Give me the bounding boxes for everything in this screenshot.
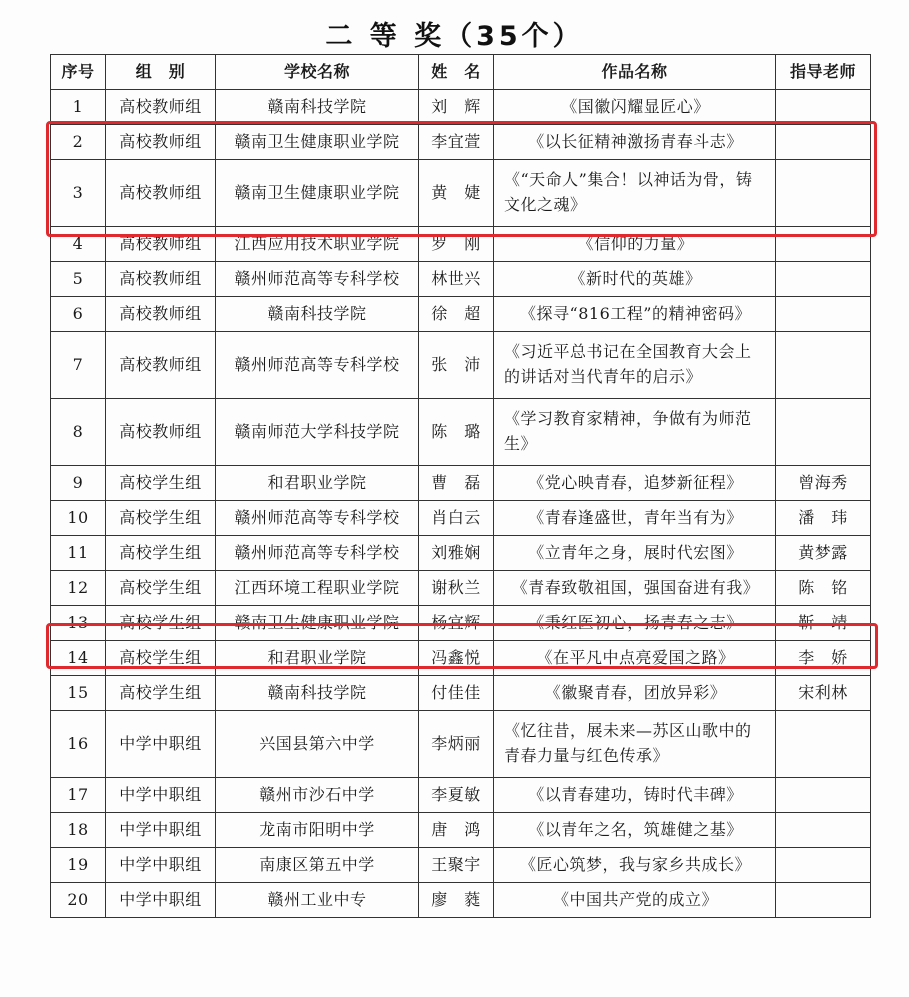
cell-number: 4 <box>51 227 106 262</box>
table-row <box>51 711 871 778</box>
cell-name: 肖白云 <box>419 501 494 536</box>
cell-number: 3 <box>51 160 106 227</box>
cell-school: 赣南科技学院 <box>216 90 419 125</box>
header-number: 序号 <box>51 55 106 90</box>
cell-group: 高校学生组 <box>106 536 216 571</box>
cell-teacher: 黄梦露 <box>776 536 871 571</box>
cell-teacher <box>776 848 871 883</box>
cell-school: 赣南卫生健康职业学院 <box>216 606 419 641</box>
cell-school: 江西环境工程职业学院 <box>216 571 419 606</box>
cell-teacher <box>776 125 871 160</box>
cell-number: 15 <box>51 676 106 711</box>
cell-group: 高校教师组 <box>106 262 216 297</box>
cell-group: 中学中职组 <box>106 813 216 848</box>
cell-name: 冯鑫悦 <box>419 641 494 676</box>
cell-school: 赣南师范大学科技学院 <box>216 399 419 466</box>
cell-work: 《徽聚青春，团放异彩》 <box>494 676 776 711</box>
cell-school: 赣州工业中专 <box>216 883 419 918</box>
cell-name: 付佳佳 <box>419 676 494 711</box>
cell-group: 高校教师组 <box>106 227 216 262</box>
cell-school: 南康区第五中学 <box>216 848 419 883</box>
table-row <box>51 641 871 676</box>
cell-name: 唐 鸿 <box>419 813 494 848</box>
cell-work: 《信仰的力量》 <box>494 227 776 262</box>
cell-school: 赣州师范高等专科学校 <box>216 332 419 399</box>
cell-teacher <box>776 262 871 297</box>
cell-number: 2 <box>51 125 106 160</box>
cell-school: 赣南科技学院 <box>216 676 419 711</box>
cell-teacher <box>776 778 871 813</box>
cell-teacher <box>776 883 871 918</box>
cell-group: 中学中职组 <box>106 778 216 813</box>
cell-work: 《党心映青春，追梦新征程》 <box>494 466 776 501</box>
cell-name: 刘 辉 <box>419 90 494 125</box>
cell-number: 13 <box>51 606 106 641</box>
cell-work: 《青春致敬祖国，强国奋进有我》 <box>494 571 776 606</box>
cell-school: 赣州市沙石中学 <box>216 778 419 813</box>
cell-number: 16 <box>51 711 106 778</box>
cell-name: 廖 蕤 <box>419 883 494 918</box>
table-row <box>51 606 871 641</box>
cell-work: 《以青春建功，铸时代丰碑》 <box>494 778 776 813</box>
cell-name: 陈 璐 <box>419 399 494 466</box>
header-school: 学校名称 <box>216 55 419 90</box>
award-table <box>50 54 871 918</box>
cell-name: 李宜萱 <box>419 125 494 160</box>
cell-school: 江西应用技术职业学院 <box>216 227 419 262</box>
cell-group: 高校教师组 <box>106 399 216 466</box>
cell-work: 《国徽闪耀显匠心》 <box>494 90 776 125</box>
table-row <box>51 813 871 848</box>
cell-number: 19 <box>51 848 106 883</box>
cell-school: 兴国县第六中学 <box>216 711 419 778</box>
table-row <box>51 571 871 606</box>
cell-work: 《秉红医初心，扬青春之志》 <box>494 606 776 641</box>
cell-group: 高校学生组 <box>106 676 216 711</box>
cell-number: 17 <box>51 778 106 813</box>
cell-work: 《在平凡中点亮爱国之路》 <box>494 641 776 676</box>
table-row <box>51 848 871 883</box>
cell-group: 中学中职组 <box>106 848 216 883</box>
cell-name: 张 沛 <box>419 332 494 399</box>
cell-work: 《青春逢盛世，青年当有为》 <box>494 501 776 536</box>
header-group: 组 别 <box>106 55 216 90</box>
cell-group: 高校学生组 <box>106 501 216 536</box>
table-row <box>51 262 871 297</box>
cell-teacher: 陈 铭 <box>776 571 871 606</box>
table-row <box>51 332 871 399</box>
cell-teacher: 宋利林 <box>776 676 871 711</box>
cell-school: 赣南卫生健康职业学院 <box>216 125 419 160</box>
cell-number: 7 <box>51 332 106 399</box>
cell-teacher <box>776 297 871 332</box>
table-header-row <box>51 55 871 90</box>
cell-number: 20 <box>51 883 106 918</box>
cell-work: 《习近平总书记在全国教育大会上的讲话对当代青年的启示》 <box>494 332 776 399</box>
cell-name: 李夏敏 <box>419 778 494 813</box>
cell-work: 《“天命人”集合！以神话为骨，铸文化之魂》 <box>494 160 776 227</box>
cell-number: 9 <box>51 466 106 501</box>
table-row <box>51 536 871 571</box>
cell-work: 《中国共产党的成立》 <box>494 883 776 918</box>
table-row <box>51 676 871 711</box>
cell-teacher <box>776 90 871 125</box>
table-row <box>51 125 871 160</box>
cell-group: 高校学生组 <box>106 606 216 641</box>
cell-work: 《以青年之名，筑雄健之基》 <box>494 813 776 848</box>
cell-group: 高校学生组 <box>106 571 216 606</box>
cell-group: 高校教师组 <box>106 160 216 227</box>
cell-work: 《探寻“816工程”的精神密码》 <box>494 297 776 332</box>
table-row <box>51 466 871 501</box>
cell-work: 《新时代的英雄》 <box>494 262 776 297</box>
cell-school: 赣南科技学院 <box>216 297 419 332</box>
cell-number: 1 <box>51 90 106 125</box>
table-row <box>51 297 871 332</box>
cell-teacher <box>776 160 871 227</box>
cell-school: 赣州师范高等专科学校 <box>216 536 419 571</box>
cell-work: 《匠心筑梦，我与家乡共成长》 <box>494 848 776 883</box>
cell-group: 高校教师组 <box>106 90 216 125</box>
cell-name: 刘雅娴 <box>419 536 494 571</box>
table-row <box>51 90 871 125</box>
cell-group: 高校教师组 <box>106 332 216 399</box>
cell-school: 赣南卫生健康职业学院 <box>216 160 419 227</box>
cell-work: 《以长征精神激扬青春斗志》 <box>494 125 776 160</box>
table-row <box>51 160 871 227</box>
cell-name: 李炳丽 <box>419 711 494 778</box>
cell-group: 高校学生组 <box>106 466 216 501</box>
cell-number: 12 <box>51 571 106 606</box>
cell-number: 5 <box>51 262 106 297</box>
cell-group: 高校教师组 <box>106 125 216 160</box>
cell-name: 谢秋兰 <box>419 571 494 606</box>
cell-group: 高校教师组 <box>106 297 216 332</box>
cell-teacher: 李 娇 <box>776 641 871 676</box>
cell-number: 10 <box>51 501 106 536</box>
table-row <box>51 883 871 918</box>
table-row <box>51 778 871 813</box>
cell-name: 杨宜辉 <box>419 606 494 641</box>
cell-teacher: 靳 靖 <box>776 606 871 641</box>
cell-school: 和君职业学院 <box>216 641 419 676</box>
cell-teacher <box>776 711 871 778</box>
cell-school: 和君职业学院 <box>216 466 419 501</box>
cell-group: 中学中职组 <box>106 883 216 918</box>
cell-name: 罗 刚 <box>419 227 494 262</box>
cell-school: 龙南市阳明中学 <box>216 813 419 848</box>
cell-number: 8 <box>51 399 106 466</box>
cell-name: 林世兴 <box>419 262 494 297</box>
cell-number: 11 <box>51 536 106 571</box>
cell-school: 赣州师范高等专科学校 <box>216 501 419 536</box>
cell-group: 中学中职组 <box>106 711 216 778</box>
cell-name: 徐 超 <box>419 297 494 332</box>
cell-number: 14 <box>51 641 106 676</box>
cell-name: 王聚宇 <box>419 848 494 883</box>
cell-work: 《立青年之身，展时代宏图》 <box>494 536 776 571</box>
cell-work: 《学习教育家精神，争做有为师范生》 <box>494 399 776 466</box>
cell-number: 6 <box>51 297 106 332</box>
header-teacher: 指导老师 <box>776 55 871 90</box>
cell-teacher <box>776 399 871 466</box>
cell-teacher <box>776 813 871 848</box>
cell-teacher: 曾海秀 <box>776 466 871 501</box>
table-row <box>51 399 871 466</box>
table-row <box>51 227 871 262</box>
cell-teacher <box>776 227 871 262</box>
cell-group: 高校学生组 <box>106 641 216 676</box>
cell-school: 赣州师范高等专科学校 <box>216 262 419 297</box>
cell-name: 黄 婕 <box>419 160 494 227</box>
page-title: 二 等 奖（35个） <box>325 21 584 52</box>
table-row <box>51 501 871 536</box>
cell-number: 18 <box>51 813 106 848</box>
cell-name: 曹 磊 <box>419 466 494 501</box>
cell-teacher: 潘 玮 <box>776 501 871 536</box>
header-name: 姓 名 <box>419 55 494 90</box>
cell-teacher <box>776 332 871 399</box>
cell-work: 《忆往昔，展未来—苏区山歌中的青春力量与红色传承》 <box>494 711 776 778</box>
header-work: 作品名称 <box>494 55 776 90</box>
